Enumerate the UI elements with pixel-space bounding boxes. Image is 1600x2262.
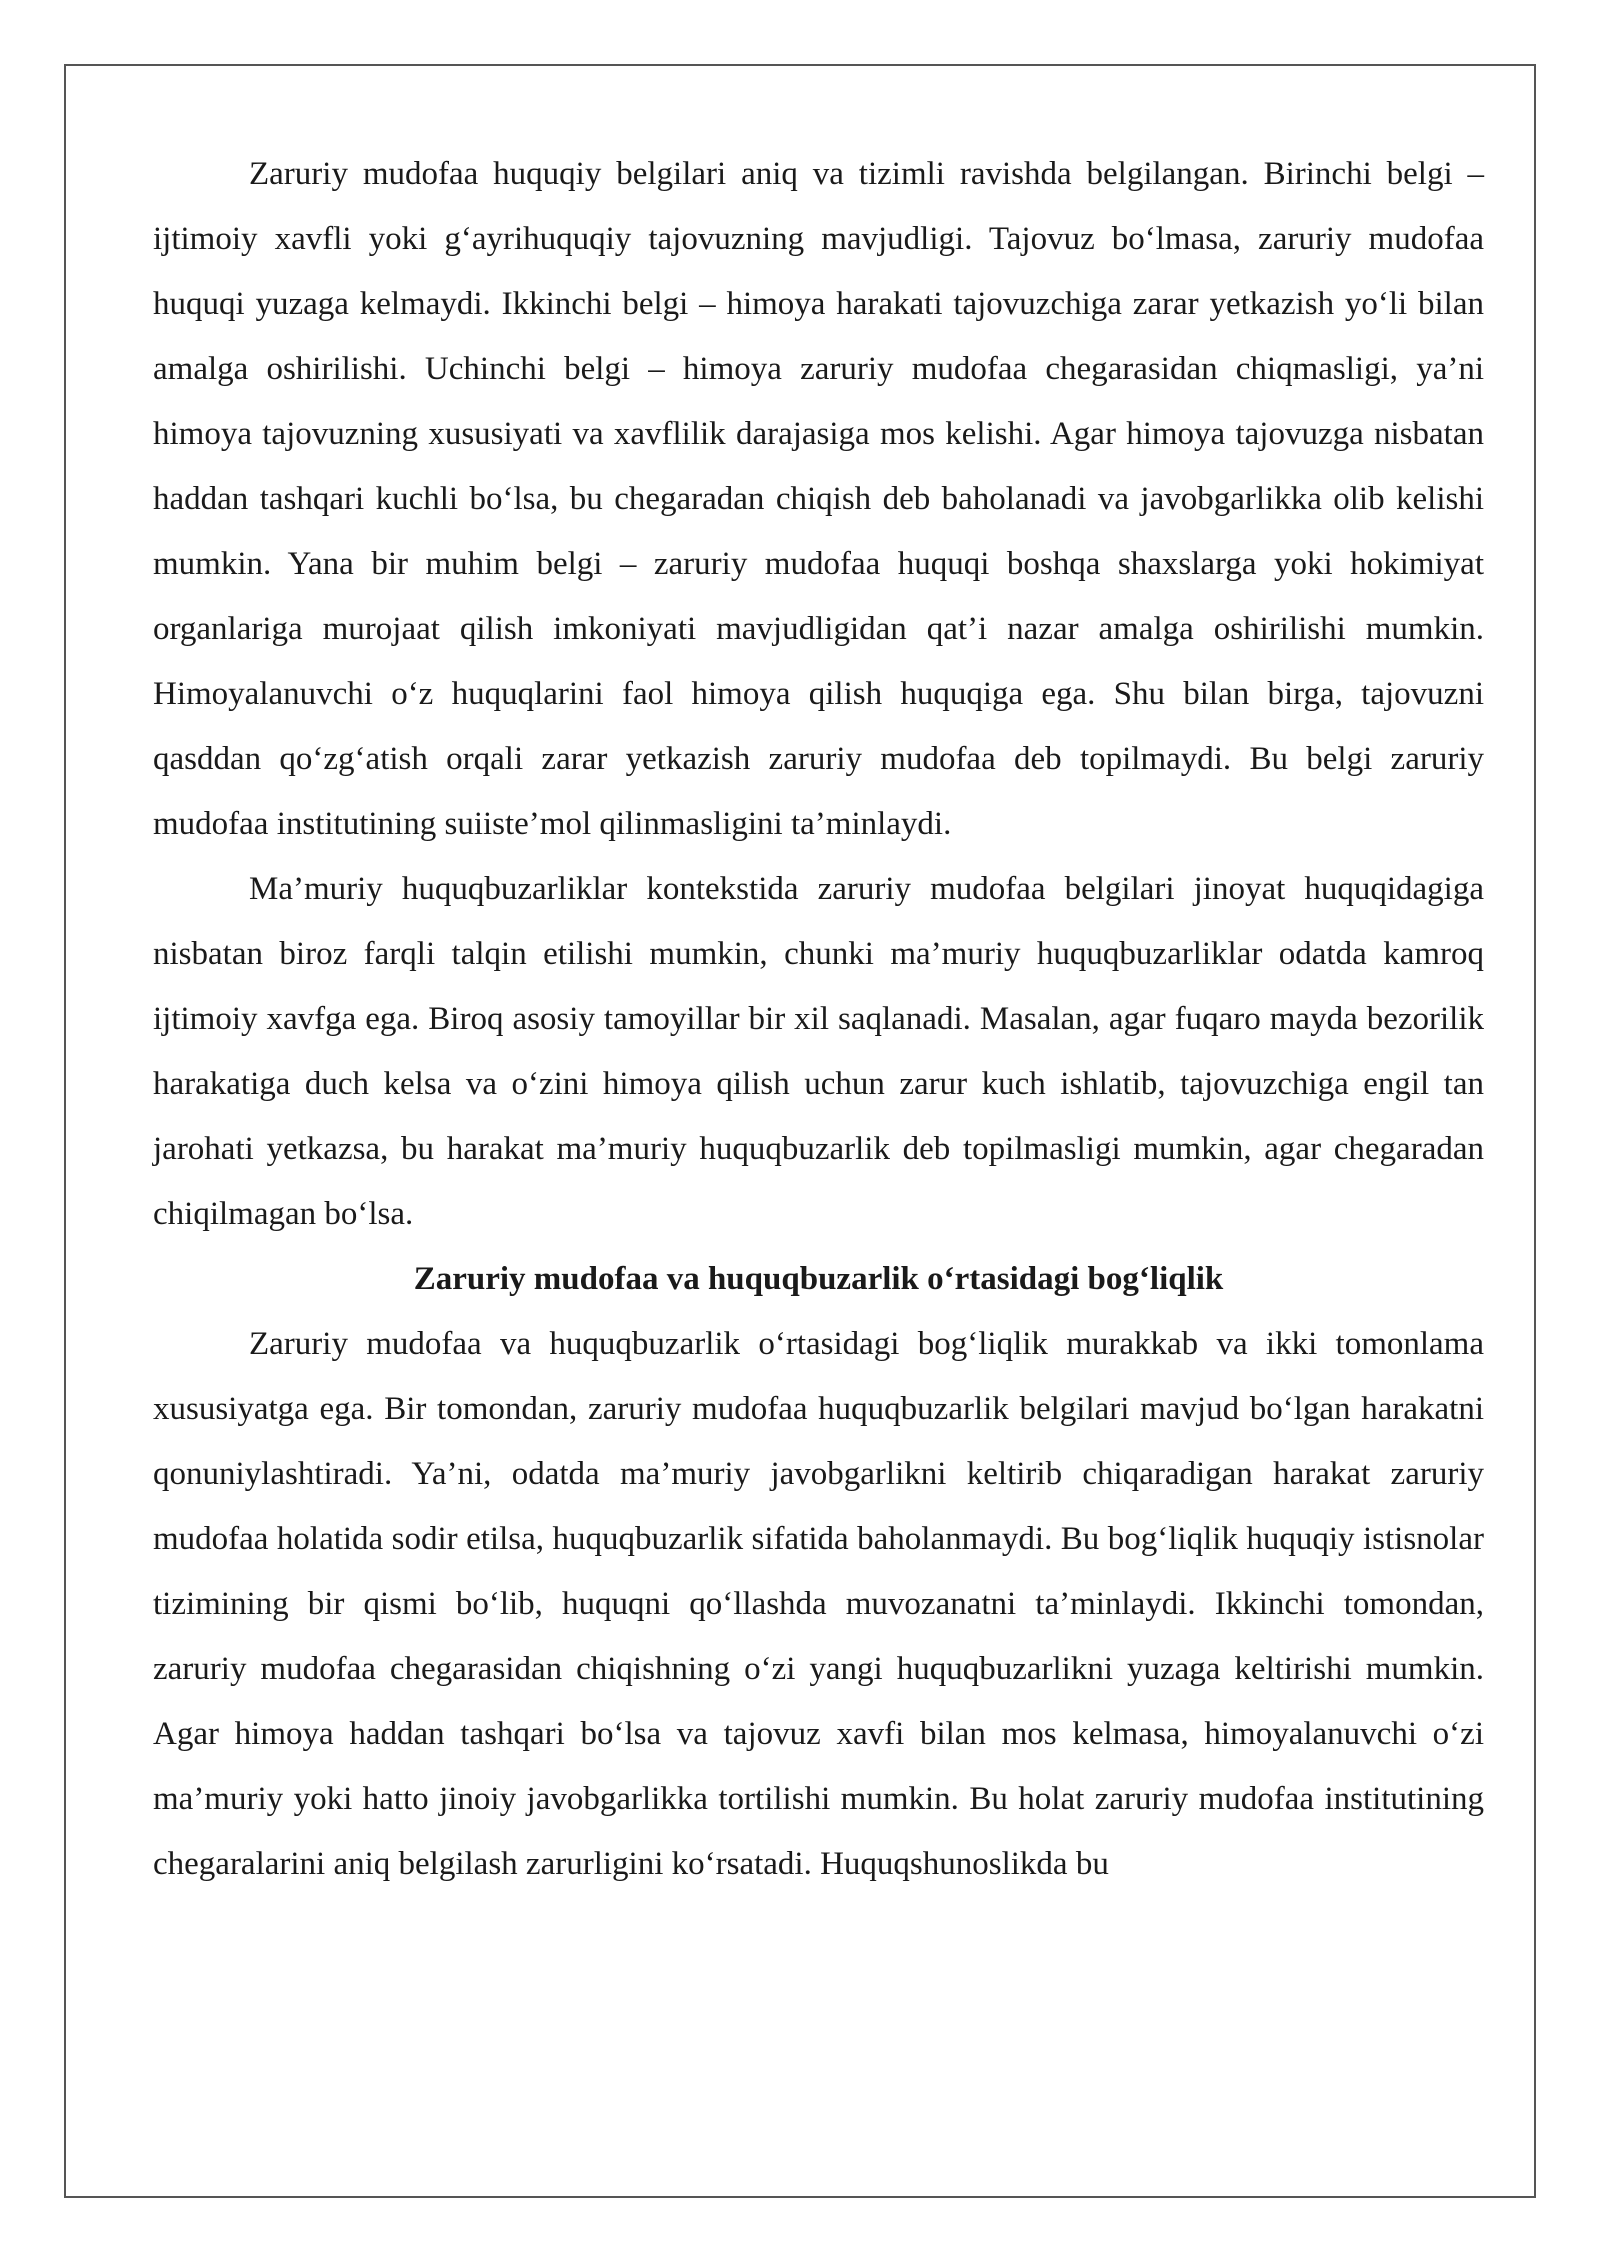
section-heading: Zaruriy mudofaa va huquqbuzarlik o‘rtasidagi bog‘liqlik: [413, 1261, 1224, 1297]
paragraph-1: Zaruriy mudofaa huquqiy belgilari aniq va tizimli ravishda belgilangan. Birinchi belgi – ijtimoiy xavfli yoki g‘ayrihuquqiy tajovuzning mavjudligi. Tajovuz bo‘lmasa, zaruriy mudofaa huquqi yuzaga kelmaydi. Ikkinchi belgi – himoya harakati tajovuzchiga zarar yetkazish yo‘li bilan amalga oshirilishi. Uchinchi belgi – himoya zaruriy mudofaa chegarasidan chiqmasligi, ya’ni himoya tajovuzning xususiyati va xavflilik darajasiga mos kelishi. Agar himoya tajovuzga nisbatan haddan tashqari kuchli bo‘lsa, bu chegaradan chiqish deb baholanadi va javobgarlikka olib kelishi mumkin. Yana bir muhim belgi – zaruriy mudofaa huquqi boshqa shaxslarga yoki hokimiyat organlariga murojaat qilish imkoniyati mavjudligidan qat’i nazar amalga oshirilishi mumkin. Himoyalanuvchi o‘z huquqlarini faol himoya qilish huquqiga ega. Shu bilan birga, tajovuzni qasddan qo‘zg‘atish orqali zarar yetkazish zaruriy mudofaa deb topilmaydi. Bu belgi zaruriy mudofaa institutining suiiste’mol qilinmasligini ta’minlaydi.: [153, 156, 1484, 842]
paragraph-3: Zaruriy mudofaa va huquqbuzarlik o‘rtasidagi bog‘liqlik murakkab va ikki tomonlama xususiyatga ega. Bir tomondan, zaruriy mudofaa huquqbuzarlik belgilari mavjud bo‘lgan harakatni qonuniylashtiradi. Ya’ni, odatda ma’muriy javobgarlikni keltirib chiqaradigan harakat zaruriy mudofaa holatida sodir etilsa, huquqbuzarlik sifatida baholanmaydi. Bu bog‘liqlik huquqiy istisnolar tizimining bir qismi bo‘lib, huquqni qo‘llashda muvozanatni ta’minlaydi. Ikkinchi tomondan, zaruriy mudofaa chegarasidan chiqishning o‘zi yangi huquqbuzarlikni yuzaga keltirishi mumkin. Agar himoya haddan tashqari bo‘lsa va tajovuz xavfi bilan mos kelmasa, himoyalanuvchi o‘zi ma’muriy yoki hatto jinoiy javobgarlikka tortilishi mumkin. Bu holat zaruriy mudofaa institutining chegaralarini aniq belgilash zarurligini ko‘rsatadi. Huquqshunoslikda bu: [153, 1326, 1484, 1882]
document-body: [153, 142, 1484, 1897]
paragraph-2: Ma’muriy huquqbuzarliklar kontekstida zaruriy mudofaa belgilari jinoyat huquqidagiga nisbatan biroz farqli talqin etilishi mumkin, chunki ma’muriy huquqbuzarliklar odatda kamroq ijtimoiy xavfga ega. Biroq asosiy tamoyillar bir xil saqlanadi. Masalan, agar fuqaro mayda bezorilik harakatiga duch kelsa va o‘zini himoya qilish uchun zarur kuch ishlatib, tajovuzchiga engil tan jarohati yetkazsa, bu harakat ma’muriy huquqbuzarlik deb topilmasligi mumkin, agar chegaradan chiqilmagan bo‘lsa.: [153, 871, 1484, 1232]
